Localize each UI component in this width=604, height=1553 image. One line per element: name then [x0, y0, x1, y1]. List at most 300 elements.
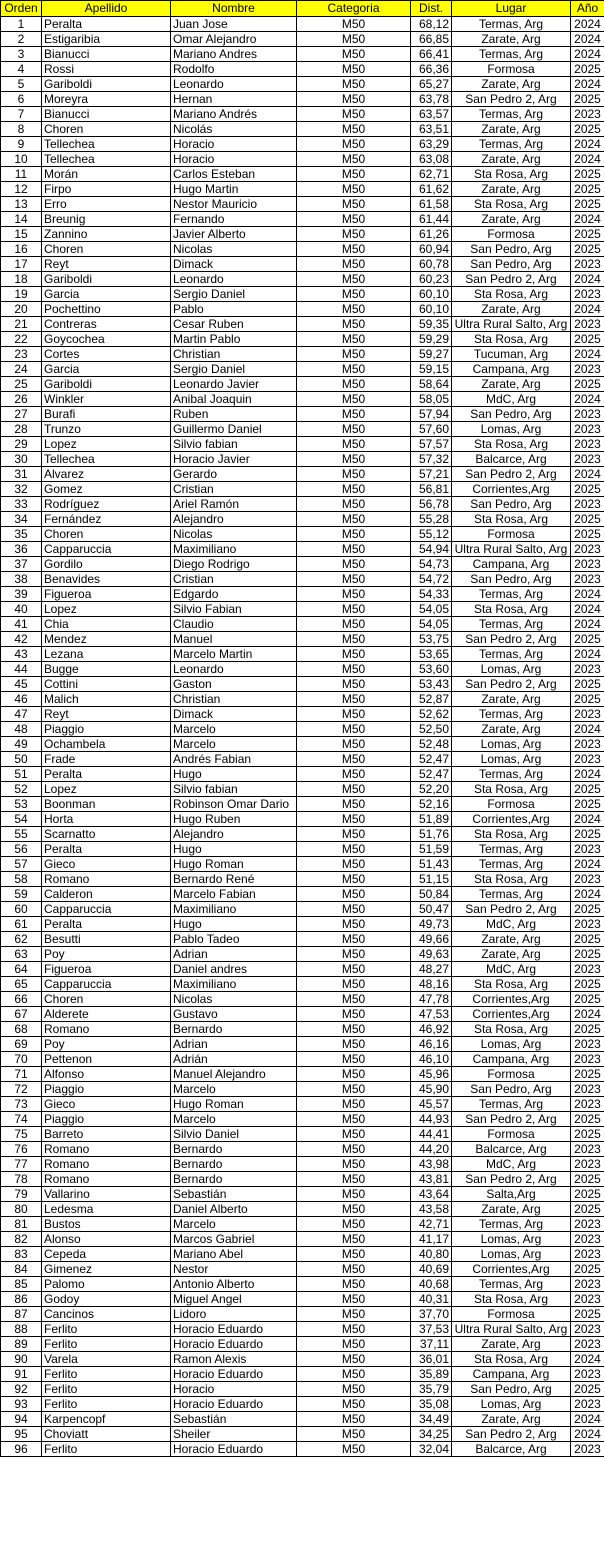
table-row	[1, 227, 604, 242]
cell-anio: 2023	[571, 1277, 604, 1292]
cell-categoria: M50	[297, 542, 411, 557]
cell-dist: 47,78	[411, 992, 452, 1007]
cell-categoria: M50	[297, 677, 411, 692]
cell-anio: 2025	[571, 197, 604, 212]
cell-categoria: M50	[297, 902, 411, 917]
cell-nombre: Maximiliano	[171, 542, 297, 557]
cell-orden: 19	[1, 287, 42, 302]
table-row	[1, 977, 604, 992]
cell-apellido: Ferlito	[42, 1367, 171, 1382]
cell-categoria: M50	[297, 332, 411, 347]
table-row	[1, 1352, 604, 1367]
cell-apellido: Mendez	[42, 632, 171, 647]
cell-lugar: Lomas, Arg	[452, 1037, 571, 1052]
cell-dist: 57,32	[411, 452, 452, 467]
table-row	[1, 647, 604, 662]
cell-orden: 2	[1, 32, 42, 47]
cell-anio: 2024	[571, 1412, 604, 1427]
cell-nombre: Fernando	[171, 212, 297, 227]
cell-apellido: Horta	[42, 812, 171, 827]
cell-anio: 2024	[571, 1007, 604, 1022]
cell-nombre: Hugo	[171, 917, 297, 932]
cell-lugar: Formosa	[452, 1127, 571, 1142]
table-row	[1, 902, 604, 917]
cell-dist: 52,87	[411, 692, 452, 707]
cell-orden: 77	[1, 1157, 42, 1172]
cell-anio: 2023	[571, 1142, 604, 1157]
cell-nombre: Leonardo	[171, 272, 297, 287]
cell-nombre: Juan Jose	[171, 17, 297, 32]
cell-apellido: Breunig	[42, 212, 171, 227]
cell-categoria: M50	[297, 977, 411, 992]
cell-categoria: M50	[297, 1247, 411, 1262]
cell-categoria: M50	[297, 827, 411, 842]
cell-orden: 22	[1, 332, 42, 347]
table-row	[1, 137, 604, 152]
cell-orden: 73	[1, 1097, 42, 1112]
header-categoria: Categoria	[297, 1, 411, 17]
cell-anio: 2023	[571, 407, 604, 422]
cell-nombre: Horacio Javier	[171, 452, 297, 467]
cell-nombre: Alejandro	[171, 827, 297, 842]
cell-categoria: M50	[297, 1277, 411, 1292]
cell-dist: 46,16	[411, 1037, 452, 1052]
cell-apellido: Trunzo	[42, 422, 171, 437]
cell-lugar: Zarate, Arg	[452, 932, 571, 947]
cell-apellido: Figueroa	[42, 962, 171, 977]
table-row	[1, 362, 604, 377]
cell-nombre: Cristian	[171, 482, 297, 497]
cell-apellido: Romano	[42, 1022, 171, 1037]
cell-apellido: Burafi	[42, 407, 171, 422]
cell-anio: 2023	[571, 542, 604, 557]
table-row	[1, 1112, 604, 1127]
cell-nombre: Claudio	[171, 617, 297, 632]
cell-nombre: Pablo Tadeo	[171, 932, 297, 947]
cell-anio: 2025	[571, 902, 604, 917]
table-row	[1, 1397, 604, 1412]
cell-categoria: M50	[297, 212, 411, 227]
cell-anio: 2023	[571, 1037, 604, 1052]
cell-dist: 54,05	[411, 617, 452, 632]
cell-dist: 63,08	[411, 152, 452, 167]
cell-anio: 2024	[571, 137, 604, 152]
cell-orden: 49	[1, 737, 42, 752]
cell-dist: 41,17	[411, 1232, 452, 1247]
cell-apellido: Alfonso	[42, 1067, 171, 1082]
cell-apellido: Erro	[42, 197, 171, 212]
cell-apellido: Firpo	[42, 182, 171, 197]
cell-nombre: Adrián	[171, 1052, 297, 1067]
cell-orden: 50	[1, 752, 42, 767]
cell-anio: 2024	[571, 17, 604, 32]
cell-apellido: Goycochea	[42, 332, 171, 347]
cell-dist: 58,64	[411, 377, 452, 392]
cell-categoria: M50	[297, 257, 411, 272]
cell-categoria: M50	[297, 1442, 411, 1457]
cell-categoria: M50	[297, 1427, 411, 1442]
cell-categoria: M50	[297, 797, 411, 812]
cell-apellido: Gariboldi	[42, 377, 171, 392]
cell-anio: 2025	[571, 932, 604, 947]
cell-lugar: Sta Rosa, Arg	[452, 287, 571, 302]
cell-lugar: Sta Rosa, Arg	[452, 1292, 571, 1307]
cell-orden: 38	[1, 572, 42, 587]
cell-anio: 2025	[571, 977, 604, 992]
cell-categoria: M50	[297, 32, 411, 47]
cell-nombre: Gerardo	[171, 467, 297, 482]
cell-nombre: Nicolás	[171, 122, 297, 137]
cell-lugar: San Pedro 2, Arg	[452, 632, 571, 647]
cell-nombre: Bernardo René	[171, 872, 297, 887]
table-row	[1, 302, 604, 317]
cell-categoria: M50	[297, 857, 411, 872]
cell-lugar: Corrientes,Arg	[452, 812, 571, 827]
table-row	[1, 1142, 604, 1157]
cell-orden: 62	[1, 932, 42, 947]
cell-apellido: Romano	[42, 872, 171, 887]
cell-anio: 2023	[571, 872, 604, 887]
cell-categoria: M50	[297, 137, 411, 152]
cell-nombre: Miguel Angel	[171, 1292, 297, 1307]
cell-lugar: San Pedro, Arg	[452, 497, 571, 512]
cell-dist: 46,10	[411, 1052, 452, 1067]
cell-orden: 48	[1, 722, 42, 737]
cell-orden: 51	[1, 767, 42, 782]
table-row	[1, 557, 604, 572]
cell-orden: 47	[1, 707, 42, 722]
cell-lugar: Formosa	[452, 797, 571, 812]
cell-dist: 56,78	[411, 497, 452, 512]
cell-apellido: Poy	[42, 947, 171, 962]
cell-nombre: Nicolas	[171, 992, 297, 1007]
cell-nombre: Sergio Daniel	[171, 362, 297, 377]
cell-dist: 51,15	[411, 872, 452, 887]
cell-nombre: Gaston	[171, 677, 297, 692]
cell-categoria: M50	[297, 767, 411, 782]
table-row	[1, 272, 604, 287]
table-row	[1, 962, 604, 977]
cell-anio: 2024	[571, 722, 604, 737]
cell-lugar: San Pedro, Arg	[452, 407, 571, 422]
cell-lugar: Campana, Arg	[452, 362, 571, 377]
cell-orden: 16	[1, 242, 42, 257]
cell-orden: 52	[1, 782, 42, 797]
cell-categoria: M50	[297, 242, 411, 257]
cell-orden: 91	[1, 1367, 42, 1382]
cell-nombre: Ruben	[171, 407, 297, 422]
cell-categoria: M50	[297, 167, 411, 182]
cell-apellido: Winkler	[42, 392, 171, 407]
cell-lugar: San Pedro 2, Arg	[452, 92, 571, 107]
cell-orden: 78	[1, 1172, 42, 1187]
cell-apellido: Cortes	[42, 347, 171, 362]
cell-nombre: Dimack	[171, 257, 297, 272]
cell-lugar: Campana, Arg	[452, 1052, 571, 1067]
cell-orden: 1	[1, 17, 42, 32]
cell-anio: 2025	[571, 167, 604, 182]
cell-apellido: Bianucci	[42, 107, 171, 122]
cell-dist: 42,71	[411, 1217, 452, 1232]
cell-apellido: Choren	[42, 992, 171, 1007]
cell-lugar: Zarate, Arg	[452, 1412, 571, 1427]
cell-nombre: Marcelo	[171, 1112, 297, 1127]
cell-dist: 51,59	[411, 842, 452, 857]
table-row	[1, 1157, 604, 1172]
cell-orden: 21	[1, 317, 42, 332]
cell-lugar: Termas, Arg	[452, 887, 571, 902]
cell-dist: 54,72	[411, 572, 452, 587]
cell-apellido: Lezana	[42, 647, 171, 662]
cell-orden: 93	[1, 1397, 42, 1412]
cell-categoria: M50	[297, 107, 411, 122]
cell-orden: 54	[1, 812, 42, 827]
cell-orden: 81	[1, 1217, 42, 1232]
cell-categoria: M50	[297, 362, 411, 377]
cell-dist: 49,63	[411, 947, 452, 962]
cell-nombre: Mariano Abel	[171, 1247, 297, 1262]
cell-nombre: Silvio fabian	[171, 782, 297, 797]
cell-orden: 65	[1, 977, 42, 992]
table-row	[1, 437, 604, 452]
cell-anio: 2025	[571, 692, 604, 707]
cell-apellido: Estigaribia	[42, 32, 171, 47]
cell-nombre: Andrés Fabian	[171, 752, 297, 767]
cell-orden: 30	[1, 452, 42, 467]
cell-dist: 61,26	[411, 227, 452, 242]
cell-lugar: Termas, Arg	[452, 107, 571, 122]
cell-lugar: Termas, Arg	[452, 707, 571, 722]
cell-categoria: M50	[297, 152, 411, 167]
table-row	[1, 662, 604, 677]
cell-nombre: Horacio Eduardo	[171, 1442, 297, 1457]
cell-orden: 56	[1, 842, 42, 857]
cell-dist: 66,85	[411, 32, 452, 47]
cell-nombre: Horacio	[171, 1382, 297, 1397]
cell-apellido: Rossi	[42, 62, 171, 77]
cell-lugar: Sta Rosa, Arg	[452, 197, 571, 212]
cell-anio: 2025	[571, 332, 604, 347]
cell-nombre: Daniel Alberto	[171, 1202, 297, 1217]
cell-apellido: Boonman	[42, 797, 171, 812]
cell-orden: 5	[1, 77, 42, 92]
cell-nombre: Ramon Alexis	[171, 1352, 297, 1367]
cell-dist: 45,96	[411, 1067, 452, 1082]
table-row	[1, 752, 604, 767]
table-body	[1, 17, 604, 1457]
cell-dist: 53,75	[411, 632, 452, 647]
cell-orden: 27	[1, 407, 42, 422]
table-row	[1, 872, 604, 887]
cell-apellido: Tellechea	[42, 137, 171, 152]
cell-anio: 2025	[571, 227, 604, 242]
cell-categoria: M50	[297, 737, 411, 752]
cell-orden: 63	[1, 947, 42, 962]
table-row	[1, 737, 604, 752]
cell-lugar: Corrientes,Arg	[452, 482, 571, 497]
cell-apellido: Varela	[42, 1352, 171, 1367]
cell-orden: 29	[1, 437, 42, 452]
cell-lugar: Balcarce, Arg	[452, 1142, 571, 1157]
cell-dist: 66,41	[411, 47, 452, 62]
cell-orden: 70	[1, 1052, 42, 1067]
cell-apellido: Figueroa	[42, 587, 171, 602]
cell-orden: 42	[1, 632, 42, 647]
cell-categoria: M50	[297, 752, 411, 767]
cell-apellido: Calderon	[42, 887, 171, 902]
cell-anio: 2023	[571, 1337, 604, 1352]
cell-categoria: M50	[297, 1232, 411, 1247]
table-row	[1, 32, 604, 47]
table-row	[1, 317, 604, 332]
table-row	[1, 887, 604, 902]
cell-nombre: Gustavo	[171, 1007, 297, 1022]
cell-categoria: M50	[297, 692, 411, 707]
cell-apellido: Cancinos	[42, 1307, 171, 1322]
cell-apellido: Ledesma	[42, 1202, 171, 1217]
cell-categoria: M50	[297, 932, 411, 947]
cell-apellido: Pettenon	[42, 1052, 171, 1067]
cell-orden: 90	[1, 1352, 42, 1367]
cell-orden: 13	[1, 197, 42, 212]
cell-lugar: Lomas, Arg	[452, 1247, 571, 1262]
cell-categoria: M50	[297, 482, 411, 497]
cell-anio: 2025	[571, 1382, 604, 1397]
table-row	[1, 1277, 604, 1292]
cell-nombre: Nicolas	[171, 242, 297, 257]
cell-anio: 2024	[571, 617, 604, 632]
cell-dist: 49,73	[411, 917, 452, 932]
cell-lugar: Formosa	[452, 527, 571, 542]
cell-lugar: Campana, Arg	[452, 557, 571, 572]
table-row	[1, 932, 604, 947]
cell-apellido: Gordilo	[42, 557, 171, 572]
cell-nombre: Antonio Alberto	[171, 1277, 297, 1292]
cell-apellido: Choren	[42, 242, 171, 257]
cell-lugar: Termas, Arg	[452, 857, 571, 872]
table-row	[1, 1382, 604, 1397]
table-row	[1, 1262, 604, 1277]
cell-orden: 55	[1, 827, 42, 842]
cell-orden: 31	[1, 467, 42, 482]
cell-orden: 28	[1, 422, 42, 437]
cell-dist: 53,60	[411, 662, 452, 677]
cell-anio: 2025	[571, 527, 604, 542]
cell-nombre: Horacio	[171, 137, 297, 152]
cell-nombre: Hernan	[171, 92, 297, 107]
cell-orden: 92	[1, 1382, 42, 1397]
cell-dist: 40,80	[411, 1247, 452, 1262]
cell-nombre: Marcos Gabriel	[171, 1232, 297, 1247]
cell-categoria: M50	[297, 1052, 411, 1067]
cell-lugar: Termas, Arg	[452, 1097, 571, 1112]
cell-anio: 2024	[571, 392, 604, 407]
table-row	[1, 392, 604, 407]
cell-lugar: Zarate, Arg	[452, 32, 571, 47]
cell-anio: 2023	[571, 362, 604, 377]
table-row	[1, 1172, 604, 1187]
cell-dist: 44,93	[411, 1112, 452, 1127]
cell-apellido: Contreras	[42, 317, 171, 332]
cell-anio: 2024	[571, 1352, 604, 1367]
cell-anio: 2023	[571, 1442, 604, 1457]
cell-apellido: Tellechea	[42, 152, 171, 167]
table-row	[1, 1007, 604, 1022]
cell-lugar: Sta Rosa, Arg	[452, 782, 571, 797]
table-row	[1, 617, 604, 632]
cell-lugar: Zarate, Arg	[452, 302, 571, 317]
cell-anio: 2025	[571, 677, 604, 692]
cell-nombre: Hugo	[171, 767, 297, 782]
cell-categoria: M50	[297, 812, 411, 827]
cell-categoria: M50	[297, 512, 411, 527]
table-row	[1, 587, 604, 602]
cell-orden: 94	[1, 1412, 42, 1427]
cell-lugar: Zarate, Arg	[452, 1202, 571, 1217]
cell-orden: 71	[1, 1067, 42, 1082]
cell-orden: 40	[1, 602, 42, 617]
cell-categoria: M50	[297, 1352, 411, 1367]
cell-anio: 2023	[571, 1292, 604, 1307]
cell-nombre: Silvio Daniel	[171, 1127, 297, 1142]
table-row	[1, 377, 604, 392]
table-row	[1, 407, 604, 422]
cell-dist: 57,57	[411, 437, 452, 452]
cell-anio: 2025	[571, 1127, 604, 1142]
cell-nombre: Horacio Eduardo	[171, 1397, 297, 1412]
cell-categoria: M50	[297, 1322, 411, 1337]
header-apellido: Apellido	[42, 1, 171, 17]
cell-nombre: Bernardo	[171, 1172, 297, 1187]
cell-categoria: M50	[297, 452, 411, 467]
cell-nombre: Adrian	[171, 947, 297, 962]
cell-orden: 26	[1, 392, 42, 407]
cell-anio: 2024	[571, 1427, 604, 1442]
cell-lugar: Formosa	[452, 227, 571, 242]
table-row	[1, 917, 604, 932]
cell-dist: 37,11	[411, 1337, 452, 1352]
cell-apellido: Ferlito	[42, 1382, 171, 1397]
cell-lugar: MdC, Arg	[452, 1157, 571, 1172]
cell-categoria: M50	[297, 92, 411, 107]
cell-nombre: Diego Rodrigo	[171, 557, 297, 572]
cell-lugar: Sta Rosa, Arg	[452, 827, 571, 842]
cell-apellido: Cottini	[42, 677, 171, 692]
cell-dist: 56,81	[411, 482, 452, 497]
cell-lugar: Zarate, Arg	[452, 722, 571, 737]
cell-orden: 74	[1, 1112, 42, 1127]
cell-dist: 45,57	[411, 1097, 452, 1112]
cell-lugar: San Pedro, Arg	[452, 1082, 571, 1097]
cell-nombre: Javier Alberto	[171, 227, 297, 242]
cell-anio: 2024	[571, 347, 604, 362]
cell-nombre: Nicolas	[171, 527, 297, 542]
cell-dist: 47,53	[411, 1007, 452, 1022]
cell-dist: 52,62	[411, 707, 452, 722]
table-row	[1, 797, 604, 812]
cell-anio: 2024	[571, 857, 604, 872]
table-row	[1, 827, 604, 842]
cell-orden: 20	[1, 302, 42, 317]
cell-orden: 61	[1, 917, 42, 932]
cell-dist: 61,62	[411, 182, 452, 197]
cell-lugar: MdC, Arg	[452, 962, 571, 977]
cell-dist: 53,43	[411, 677, 452, 692]
cell-categoria: M50	[297, 1007, 411, 1022]
cell-lugar: Zarate, Arg	[452, 377, 571, 392]
cell-orden: 87	[1, 1307, 42, 1322]
cell-apellido: Vallarino	[42, 1187, 171, 1202]
